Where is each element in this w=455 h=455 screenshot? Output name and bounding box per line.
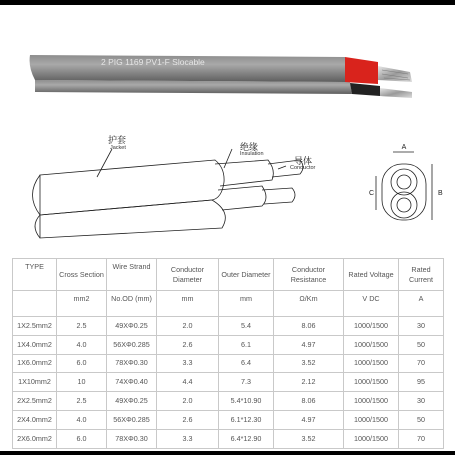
cell-type: 2X2.5mm2 <box>13 392 57 411</box>
cell-outer-diameter: 6.1 <box>219 335 274 354</box>
table-row <box>13 335 444 354</box>
col-header-type: TYPE <box>13 259 57 291</box>
cell-current: 30 <box>399 392 444 411</box>
col-header-outer-diameter: Outer Diameter <box>219 259 274 291</box>
unit-conductor-diameter: mm <box>157 291 219 317</box>
cell-current: 50 <box>399 335 444 354</box>
dim-a-label: A <box>401 144 407 151</box>
cell-cross-section: 6.0 <box>57 354 107 373</box>
cell-outer-diameter: 6.4*12.90 <box>219 429 274 448</box>
cell-wire-strand: 56XΦ0.285 <box>107 335 157 354</box>
conductor-label-en: Conductor <box>290 165 316 171</box>
cell-outer-diameter: 5.4 <box>219 317 274 336</box>
table-row <box>13 354 444 373</box>
cell-resistance: 4.97 <box>274 335 344 354</box>
spec-table <box>12 258 444 449</box>
cell-conductor-diameter: 3.3 <box>157 354 219 373</box>
cell-conductor-diameter: 2.6 <box>157 335 219 354</box>
cell-current: 70 <box>399 354 444 373</box>
dim-c-label: C <box>369 190 375 197</box>
cell-resistance: 8.06 <box>274 392 344 411</box>
cross-section <box>376 152 432 220</box>
cell-type: 2X6.0mm2 <box>13 429 57 448</box>
table-row <box>13 429 444 448</box>
jacket-label-en: Jacket <box>110 145 126 151</box>
cell-outer-diameter: 6.4 <box>219 354 274 373</box>
cable-print-text: 2 PIG 1169 PV1-F Slocable <box>101 57 205 67</box>
insulation-label-cn: 绝缘 <box>240 142 259 152</box>
col-header-rated-voltage: Rated Voltage <box>344 259 399 291</box>
col-header-conductor-diameter: Conductor Diameter <box>157 259 219 291</box>
cell-conductor-diameter: 2.6 <box>157 410 219 429</box>
cable-diagram <box>0 120 455 240</box>
cell-current: 50 <box>399 410 444 429</box>
cell-wire-strand: 49XΦ0.25 <box>107 392 157 411</box>
cell-outer-diameter: 6.1*12.30 <box>219 410 274 429</box>
jacket-lower <box>40 200 225 238</box>
table-row <box>13 373 444 392</box>
cell-voltage: 1000/1500 <box>344 392 399 411</box>
cell-wire-strand: 56XΦ0.285 <box>107 410 157 429</box>
unit-rated-voltage: V DC <box>344 291 399 317</box>
cell-type: 1X4.0mm2 <box>13 335 57 354</box>
cell-current: 70 <box>399 429 444 448</box>
cell-current: 30 <box>399 317 444 336</box>
cell-conductor-diameter: 2.0 <box>157 317 219 336</box>
cell-current: 95 <box>399 373 444 392</box>
unit-rated-current: A <box>399 291 444 317</box>
cell-wire-strand: 49XΦ0.25 <box>107 317 157 336</box>
cell-outer-diameter: 5.4*10.90 <box>219 392 274 411</box>
cell-cross-section: 10 <box>57 373 107 392</box>
upper-cable <box>30 55 412 84</box>
cell-voltage: 1000/1500 <box>344 429 399 448</box>
table-row <box>13 317 444 336</box>
cell-resistance: 2.12 <box>274 373 344 392</box>
cell-wire-strand: 78XΦ0.30 <box>107 354 157 373</box>
cell-type: 1X2.5mm2 <box>13 317 57 336</box>
unit-row <box>13 291 444 317</box>
cell-wire-strand: 78XΦ0.30 <box>107 429 157 448</box>
cell-conductor-diameter: 4.4 <box>157 373 219 392</box>
jacket-label-cn: 护套 <box>108 135 127 145</box>
cell-resistance: 8.06 <box>274 317 344 336</box>
cell-resistance: 3.52 <box>274 429 344 448</box>
col-header-conductor-resistance: Conductor Resistance <box>274 259 344 291</box>
table-row <box>13 392 444 411</box>
bottom-border <box>0 451 455 455</box>
cell-voltage: 1000/1500 <box>344 335 399 354</box>
col-header-cross-section: Cross Section <box>57 259 107 291</box>
cell-cross-section: 6.0 <box>57 429 107 448</box>
dim-b-label: B <box>438 190 443 197</box>
cell-cross-section: 2.5 <box>57 317 107 336</box>
col-header-rated-current: Rated Current <box>399 259 444 291</box>
cell-type: 1X10mm2 <box>13 373 57 392</box>
cell-conductor-diameter: 2.0 <box>157 392 219 411</box>
cell-resistance: 3.52 <box>274 354 344 373</box>
cable-photo <box>0 30 455 110</box>
col-header-wire-strand: Wire Strand <box>107 259 157 291</box>
unit-conductor-resistance: Ω/Km <box>274 291 344 317</box>
cell-voltage: 1000/1500 <box>344 354 399 373</box>
cell-cross-section: 4.0 <box>57 335 107 354</box>
insulation-label-en: Insulation <box>240 151 264 157</box>
cell-cross-section: 4.0 <box>57 410 107 429</box>
cell-wire-strand: 74XΦ0.40 <box>107 373 157 392</box>
cell-voltage: 1000/1500 <box>344 373 399 392</box>
top-border <box>0 0 455 5</box>
unit-type <box>13 291 57 317</box>
cell-cross-section: 2.5 <box>57 392 107 411</box>
cell-voltage: 1000/1500 <box>344 410 399 429</box>
cell-type: 2X4.0mm2 <box>13 410 57 429</box>
cell-resistance: 4.97 <box>274 410 344 429</box>
table-row <box>13 410 444 429</box>
conductor-label-cn: 导体 <box>294 156 313 166</box>
cell-voltage: 1000/1500 <box>344 317 399 336</box>
cell-outer-diameter: 7.3 <box>219 373 274 392</box>
header-row <box>13 259 444 291</box>
lower-cable <box>35 80 412 98</box>
cell-conductor-diameter: 3.3 <box>157 429 219 448</box>
unit-outer-diameter: mm <box>219 291 274 317</box>
unit-cross-section: mm2 <box>57 291 107 317</box>
cell-type: 1X6.0mm2 <box>13 354 57 373</box>
unit-wire-strand: No.OD (mm) <box>107 291 157 317</box>
